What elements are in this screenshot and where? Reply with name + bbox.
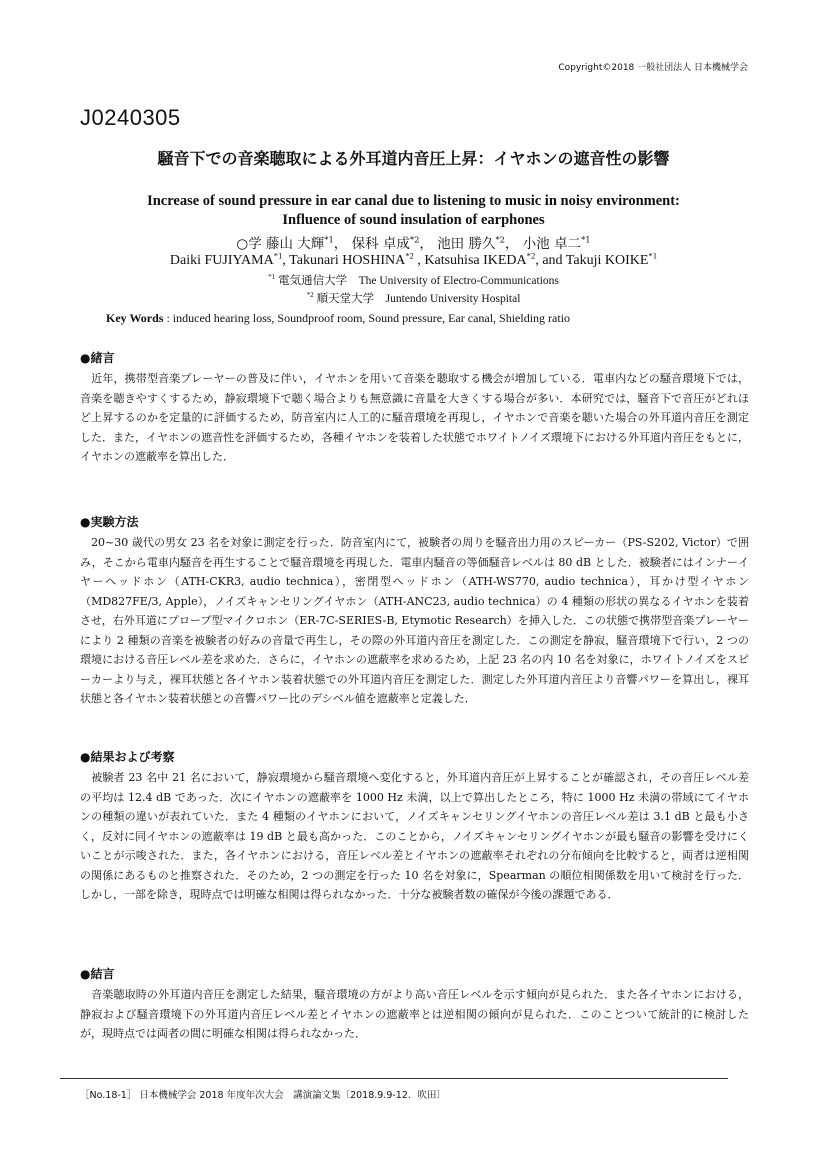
author-mark: *2 [526,250,536,261]
section-body [80,533,749,709]
author-mark: *1 [324,234,334,245]
author-mark: *1 [581,234,591,245]
indent [80,372,91,385]
footer-divider [60,1078,728,1079]
author-name: 小池 卓二 [522,236,582,252]
section-heading: ●実験方法 [80,515,139,529]
affiliation-text: 順天堂大学 Juntendo University Hospital [316,293,521,305]
authors-english [60,250,767,269]
author-mark: *2 [495,234,505,245]
section-introduction [80,349,749,467]
author-separator: , [282,253,290,268]
section-body [80,369,749,467]
section-text: 被験者 23 名中 21 名において，静寂環境から騒音環境へ変化すると，外耳道内音圧が上昇することが確認され，その音圧レベル差の平均は 12.4 dB であった．次にイヤホンの遮蔽率を 1000 Hz 未満，以上で算出したところ，特に 1000 Hz 未満の帯域にてイヤホンの種類の違いが表れていた．また 4 種類のイヤホンにおいて，ノイズキャンセリングイヤホンの音圧レベル差は 3.1 dB と最も小さく，反対に同イヤホンの遮蔽率は 19 dB と最も高かった．このことから，ノイズキャンセリングイヤホンが最も騒音の影響を受けにくいことが示唆された．また，各イヤホンにおける，音圧レベル差とイヤホンの遮蔽率それぞれの分布傾向を比較すると，両者は逆相関の関係にあるものと推察された．そのため，2 つの測定を行った 10 名を対象に，Spearman の順位相関係数を用いて検討を行った．しかし，一部を除き，現時点では明確な相関は得られなかった．十分な被験者数の確保が今後の課題である． [80,771,750,901]
affiliation-1 [60,272,767,288]
copyright-notice: Copyright©2018 一般社団法人 日本機械学会 [558,63,748,73]
section-heading: ●結言 [80,967,115,981]
paper-code: J0240305 [80,105,181,130]
author-mark: *1 [648,250,658,261]
affiliation-mark: *1 [268,273,276,282]
author-mark: *2 [409,234,420,245]
affiliation-2 [60,290,767,306]
keywords-label: Key Words [106,311,164,325]
author-mark: *1 [273,250,283,261]
affiliation-mark: *2 [306,291,314,300]
author-mark: *2 [405,250,414,261]
indent [80,988,91,1001]
section-text: 音楽聴取時の外耳道内音圧を測定した結果，騒音環境の方がより高い音圧レベルを示す傾向が見られた．また各イヤホンにおける，静寂および騒音環境下の外耳道内音圧レベル差とイヤホンの遮蔽率とは逆相関の傾向が見られた．このことついて統計的に検討したが，現時点では両者の間に明確な相関は得られなかった． [80,988,749,1040]
author-name: ○学 藤山 大輝 [236,236,325,252]
authors-japanese [60,232,767,252]
author-name: Daiki FUJIYAMA [169,253,274,268]
section-body [80,768,749,905]
english-title [60,192,767,230]
indent [80,771,91,784]
english-title-line-1: Increase of sound pressure in ear canal due to listening to music in noisy environment: [147,193,680,209]
keywords-text: : induced hearing loss, Soundproof room, Sound pressure, Ear canal, Shielding ratio [163,311,571,325]
author-name: 池田 勝久 [437,236,496,252]
affiliation-text: 電気通信大学 The University of Electro-Communications [278,275,559,287]
section-results [80,748,749,905]
author-separator: ， [504,236,519,252]
author-name: Takuji KOIKE [565,253,649,268]
english-title-line-2: Influence of sound insulation of earphones [282,212,545,228]
section-heading: ●緒言 [80,351,115,365]
author-name: 保科 卓成 [351,236,410,252]
author-name: Takunari HOSHINA [289,253,406,268]
section-heading: ●結果および考察 [80,750,175,764]
japanese-title: 騒音下での音楽聴取による外耳道内音圧上昇：イヤホンの遮音性の影響 [157,149,670,168]
section-method [80,513,749,709]
author-separator: , [413,253,425,268]
section-text: 近年，携帯型音楽プレーヤーの普及に伴い，イヤホンを用いて音楽を聴取する機会が増加している．電車内などの騒音環境下では，音楽を聴きやすくするため，静寂環境下で聴く場合よりも無意識に音量を大きくする場合が多い．本研究では，騒音下で音圧がどれほど上昇するのかを定量的に評価するため，防音室内に人工的に騒音環境を再現し，イヤホンで音楽を聴いた場合の外耳道内音圧を測定した．また，イヤホンの遮音性を評価するため，各種イヤホンを装着した状態でホワイトノイズ環境下における外耳道内音圧をもとに，イヤホンの遮蔽率を算出した． [80,372,750,463]
author-name: Katsuhisa IKEDA [424,253,527,268]
author-separator: , and [535,253,566,268]
section-text: 20~30 歳代の男女 23 名を対象に測定を行った．防音室内にて，被験者の周りを騒音出力用のスピーカー（PS-S202, Victor）で囲み，そこから電車内騒音を再生することで騒音環境を再現した．電車内騒音の等価騒音レベルは 80 dB とした．被験者にはインナーイヤーヘッドホン（ATH-CKR3, audio technica），密閉型ヘッドホン（ATH-WS770, audio technica），耳かけ型イヤホン（MD827FE/3, Apple），ノイズキャンセリングイヤホン（ATH-ANC23, audio technica）の 4 種類の形状の異なるイヤホンを装着させ，右外耳道にプローブ型マイクロホン（ER-7C-SERIES-B, Etymotic Research）を挿入した．この状態で携帯型音楽プレーヤーにより 2 種類の音楽を被験者の好みの音量で再生し，その際の外耳道内音圧を測定した．この測定を静寂，騒音環境下で行い，2 つの環境における音圧レベル差を求めた．さらに，イヤホンの遮蔽率を求めるため，上記 23 名の内 10 名を対象に，ホワイトノイズをスピーカーより与え，裸耳状態と各イヤホン装着状態での外耳道内音圧を測定した．測定した外耳道内音圧より音響パワーを算出し，裸耳状態と各イヤホン装着状態との音響パワー比のデシベル値を遮蔽率と定義した． [80,536,749,705]
indent [80,536,91,549]
author-separator: ， [419,236,433,252]
footer-citation: ［No.18-1］ 日本機械学会 2018 年度年次大会 講演論文集〔2018.9.9-12．吹田〕 [80,1090,446,1101]
keywords [106,311,570,326]
section-body [80,985,749,1044]
section-conclusion [80,965,749,1044]
author-separator: ， [333,236,348,252]
